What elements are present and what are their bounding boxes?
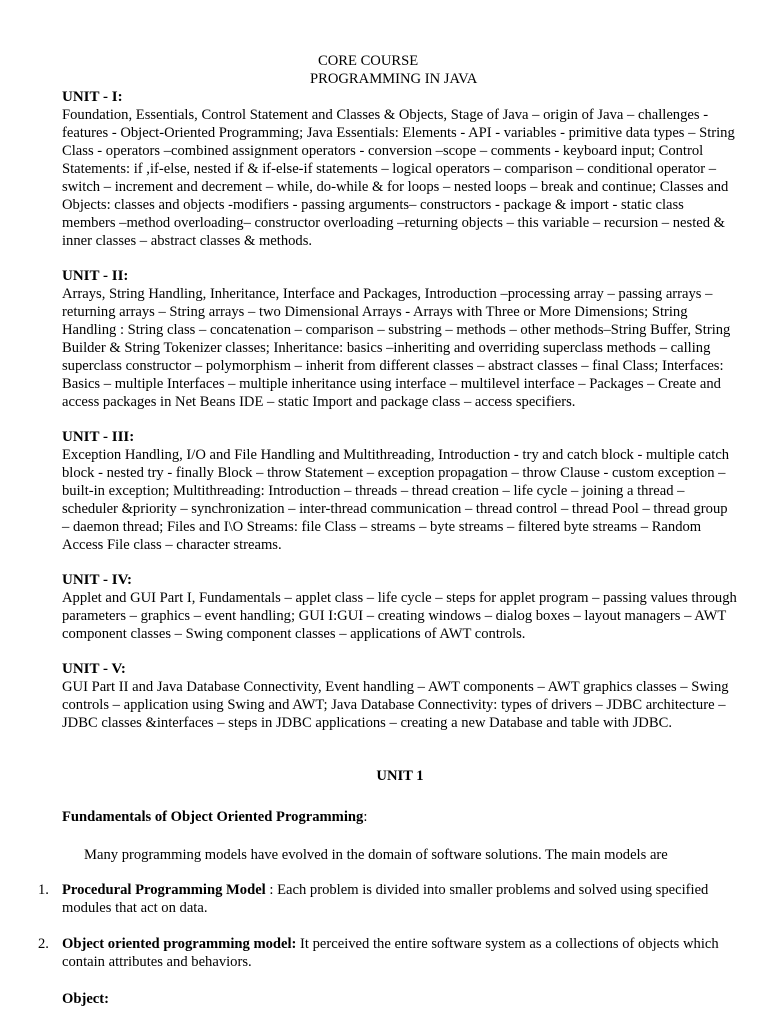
course-label: CORE COURSE bbox=[318, 53, 419, 69]
fundamentals-heading-text: Fundamentals of Object Oriented Programming bbox=[62, 809, 364, 825]
unit-1-heading: UNIT - I: bbox=[62, 89, 123, 105]
unit-3-body: Exception Handling, I/O and File Handling and Multithreading, Introduction - try and catch block - multiple catch block - nested try - finally Block – throw Statement – exception propagation – throw Clause - custom exception – built-in exception; Multithreading: Introduction – threads – thread creation – life cycle – joining a thread – scheduler &priority – synchronization – inter-thread communication – thread control – thread Pool – thread group – daemon thread; Files and I\O Streams: file Class – streams – byte streams – filtered byte streams – Random Access File class – character streams. bbox=[62, 447, 730, 553]
list-item-term: Object oriented programming model: bbox=[62, 936, 297, 952]
unit-5-body: GUI Part II and Java Database Connectivity, Event handling – AWT components – AWT graphics classes – Swing controls – application using Swing and AWT; Java Database Connectivity: types of drivers – JDBC architecture – JDBC classes &interfaces – steps in JDBC applications – creating a new Database and table with JDBC. bbox=[62, 679, 729, 731]
unit-3-heading: UNIT - III: bbox=[62, 429, 135, 445]
fundamentals-heading-colon: : bbox=[363, 809, 368, 825]
fundamentals-heading bbox=[62, 808, 738, 826]
unit-5-heading: UNIT - V: bbox=[62, 661, 126, 677]
list-item-description: It perceived the entire software system as a collections of objects which contain attributes and behaviors. bbox=[62, 936, 719, 970]
list-item-text bbox=[62, 935, 738, 971]
unit-2-body: Arrays, String Handling, Inheritance, Interface and Packages, Introduction –processing array – passing arrays – returning arrays – String arrays – two Dimensional Arrays - Arrays with Three or More Dimensions; String Handling : String class – concatenation – comparison – substring – methods – other methods–String Buffer, String Builder & String Tokenizer classes; Inheritance: basics –inheriting and overriding superclass methods – calling superclass constructor – polymorphism – inherit from different classes – abstract classes – final Class; Interfaces: Basics – multiple Interfaces – multiple inheritance using interface – multilevel interface – Packages – Create and access packages in Net Beans IDE – static Import and package class – access specifiers. bbox=[62, 286, 731, 410]
list-item-description: : Each problem is divided into smaller problems and solved using specified modules that act on data. bbox=[62, 882, 709, 916]
list-number: 1. bbox=[38, 882, 49, 898]
unit-1-body: Foundation, Essentials, Control Statement and Classes & Objects, Stage of Java – origin of Java – challenges - features - Object-Oriented Programming; Java Essentials: Elements - API - variables - primitive data types – String Class - operators –combined assignment operators - conversion –scope – comments - keyboard input; Control Statements: if ,if-else, nested if & if-else-if statements – logical operators – comparison – conditional operator – switch – increment and decrement – while, do-while & for loops – nested loops – break and continue; Classes and Objects: classes and objects -modifiers - passing arguments– constructors - package & import - static class members –method overloading– constructor overloading –returning objects – this variable – recursion – nested & inner classes – abstract classes & methods. bbox=[62, 107, 735, 249]
course-title: PROGRAMMING IN JAVA bbox=[310, 71, 478, 87]
unit-1-title: UNIT 1 bbox=[376, 768, 424, 784]
unit-4-heading: UNIT - IV: bbox=[62, 572, 133, 588]
list-number: 2. bbox=[38, 936, 49, 952]
list-item-text bbox=[62, 881, 738, 917]
unit-2-heading: UNIT - II: bbox=[62, 268, 129, 284]
list-item-term: Procedural Programming Model bbox=[62, 882, 266, 898]
unit-4-body: Applet and GUI Part I, Fundamentals – applet class – life cycle – steps for applet program – passing values through parameters – graphics – event handling; GUI I:GUI – creating windows – dialog boxes – layout managers – AWT component classes – Swing component classes – applications of AWT controls. bbox=[62, 590, 737, 642]
intro-paragraph: Many programming models have evolved in the domain of software solutions. The main models are bbox=[84, 847, 668, 863]
object-heading: Object: bbox=[62, 991, 110, 1007]
